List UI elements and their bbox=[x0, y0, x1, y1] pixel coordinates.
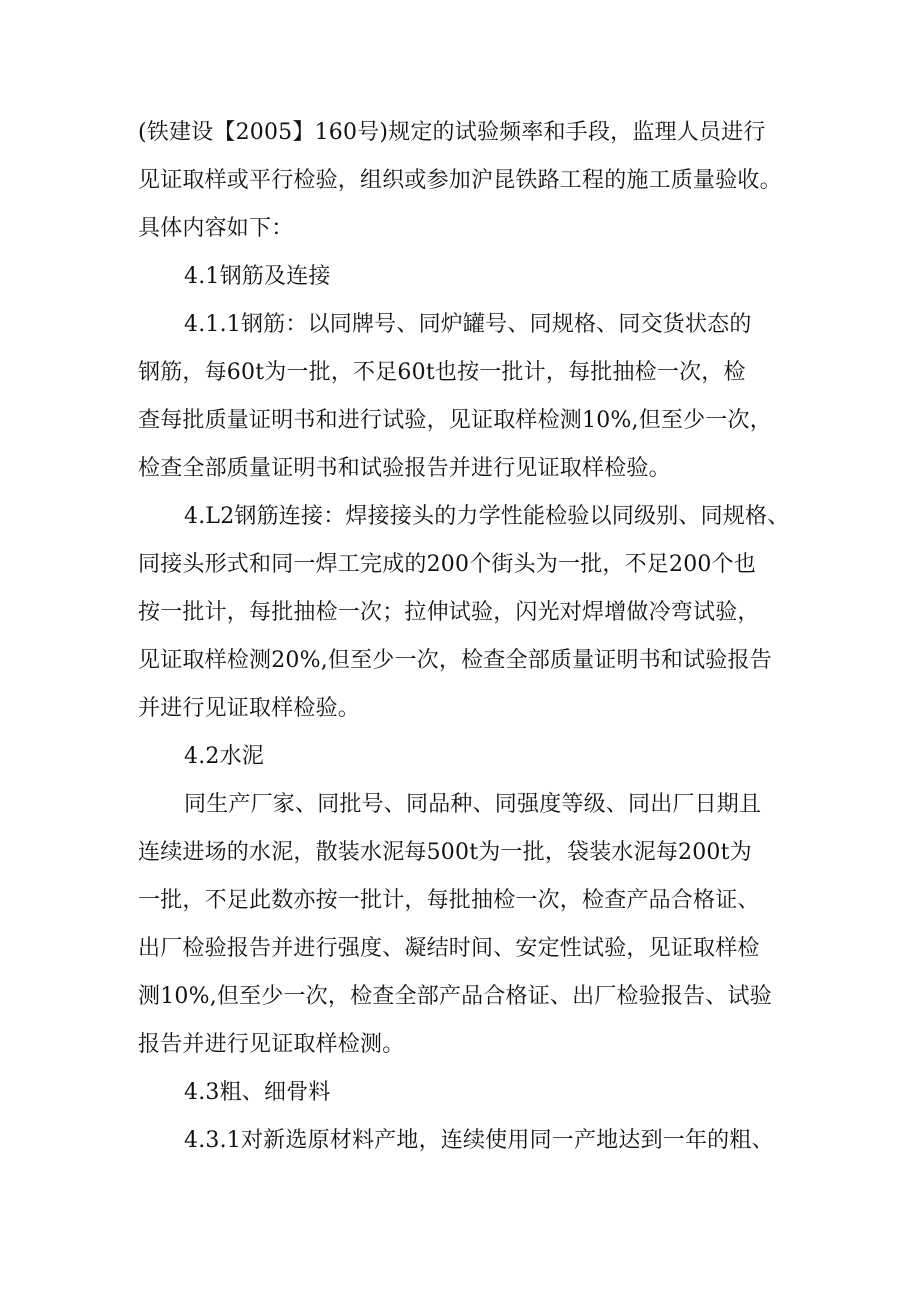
text-line-19: 测10%,但至少一次，检查全部产品合格证、出厂检验报告、试验 bbox=[138, 984, 772, 1009]
text-line-5: 4.1.1钢筋：以同牌号、同炉罐号、同规格、同交货状态的 bbox=[184, 312, 752, 337]
text-line-22: 4.3.1对新选原材料产地，连续使用同一产地达到一年的粗、 bbox=[184, 1128, 774, 1153]
text-line-3: 具体内容如下： bbox=[138, 216, 294, 241]
text-line-1: (铁建设【2005】160号)规定的试验频率和手段，监理人员进行 bbox=[138, 120, 766, 145]
section-heading-4-1: 4.1钢筋及连接 bbox=[184, 264, 331, 289]
text-line-6: 钢筋，每60t为一批，不足60t也按一批计，每批抽检一次，检 bbox=[138, 360, 746, 385]
section-heading-4-3: 4.3粗、细骨料 bbox=[184, 1080, 331, 1105]
text-line-18: 出厂检验报告并进行强度、凝结时间、安定性试验，见证取样检 bbox=[138, 936, 760, 961]
text-line-12: 见证取样检测20%,但至少一次，检查全部质量证明书和试验报告 bbox=[138, 648, 772, 673]
text-line-9: 4.L2钢筋连接：焊接接头的力学性能检验以同级别、同规格、 bbox=[184, 504, 790, 529]
text-line-2: 见证取样或平行检验，组织或参加沪昆铁路工程的施工质量验收。 bbox=[138, 168, 782, 193]
text-line-11: 按一批计，每批抽检一次；拉伸试验，闪光对焊增做冷弯试验， bbox=[138, 600, 760, 625]
text-line-20: 报告并进行见证取样检测。 bbox=[138, 1032, 405, 1057]
section-heading-4-2: 4.2水泥 bbox=[184, 744, 264, 769]
text-line-8: 检查全部质量证明书和试验报告并进行见证取样检验。 bbox=[138, 456, 671, 481]
text-line-7: 查每批质量证明书和进行试验，见证取样检测10%,但至少一次， bbox=[138, 408, 772, 433]
text-line-10: 同接头形式和同一焊工完成的200个街头为一批，不足200个也 bbox=[138, 552, 756, 577]
text-line-17: 一批，不足此数亦按一批计，每批抽检一次，检查产品合格证、 bbox=[138, 888, 760, 913]
text-line-13: 并进行见证取样检验。 bbox=[138, 696, 361, 721]
text-line-16: 连续进场的水泥，散装水泥每500t为一批，袋装水泥每200t为 bbox=[138, 840, 752, 865]
text-line-15: 同生产厂家、同批号、同品种、同强度等级、同出厂日期且 bbox=[184, 792, 762, 817]
